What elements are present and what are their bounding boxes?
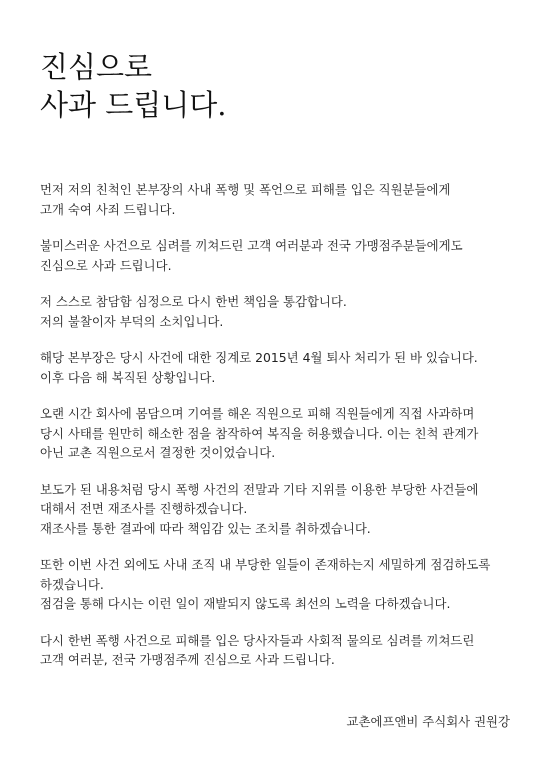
title-line: 사과 드립니다. [40, 88, 227, 122]
paragraph-1 [40, 180, 510, 219]
signature: 교촌에프앤비 주식회사 권원강 [346, 714, 510, 729]
text-line: 이후 다음 해 복직된 상황입니다. [40, 369, 216, 385]
text-line: 고객 여러분, 전국 가맹점주께 진심으로 사과 드립니다. [40, 652, 335, 667]
text-line: 당시 사태를 원만히 해소한 점을 참작하여 복직을 허용했습니다. 이는 친척 관계가 [40, 425, 479, 441]
letter-body [40, 180, 510, 670]
text-line: 오랜 시간 회사에 몸담으며 기여를 해온 직원으로 피해 직원들에게 직접 사과하며 [40, 406, 475, 421]
text-line: 해당 본부장은 당시 사건에 대한 징계로 2015년 4월 퇴사 처리가 된 바 있습니다. [40, 350, 478, 365]
text-line: 진심으로 사과 드립니다. [40, 257, 172, 273]
title-line: 진심으로 [40, 50, 153, 84]
text-line: 하겠습니다. [40, 576, 104, 592]
text-line: 고개 숙여 사죄 드립니다. [40, 201, 176, 217]
text-line: 또한 이번 사건 외에도 사내 조직 내 부당한 일들이 존재하는지 세밀하게 점검하도록 [40, 557, 491, 572]
paragraph-7 [40, 555, 510, 614]
text-line: 저 스스로 참담함 심정으로 다시 한번 책임을 통감합니다. [40, 294, 347, 309]
text-line: 재조사를 통한 결과에 따라 책임감 있는 조치를 취하겠습니다. [40, 520, 371, 536]
paragraph-3 [40, 292, 510, 331]
letter-title [40, 48, 510, 124]
text-line: 점검을 통해 다시는 이런 일이 재발되지 않도록 최선의 노력을 다하겠습니다. [40, 596, 451, 611]
text-line: 먼저 저의 친척인 본부장의 사내 폭행 및 폭언으로 피해를 입은 직원분들에게 [40, 182, 451, 197]
paragraph-6 [40, 480, 510, 539]
text-line: 다시 한번 폭행 사건으로 피해를 입은 당사자들과 사회적 물의로 심려를 끼쳐드린 [40, 632, 475, 648]
paragraph-5 [40, 404, 510, 463]
text-line: 보도가 된 내용처럼 당시 폭행 사건의 전말과 기타 지위를 이용한 부당한 사건들에 [40, 481, 479, 497]
text-line: 불미스러운 사건으로 심려를 끼쳐드린 고객 여러분과 전국 가맹점주분들에게도 [40, 238, 463, 253]
text-line: 저의 불찰이자 부덕의 소치입니다. [40, 313, 224, 329]
paragraph-4 [40, 348, 510, 387]
text-line: 아닌 교촌 직원으로서 결정한 것이었습니다. [40, 445, 276, 460]
paragraph-8 [40, 631, 510, 670]
text-line: 대해서 전면 재조사를 진행하겠습니다. [40, 501, 248, 516]
paragraph-2 [40, 236, 510, 275]
